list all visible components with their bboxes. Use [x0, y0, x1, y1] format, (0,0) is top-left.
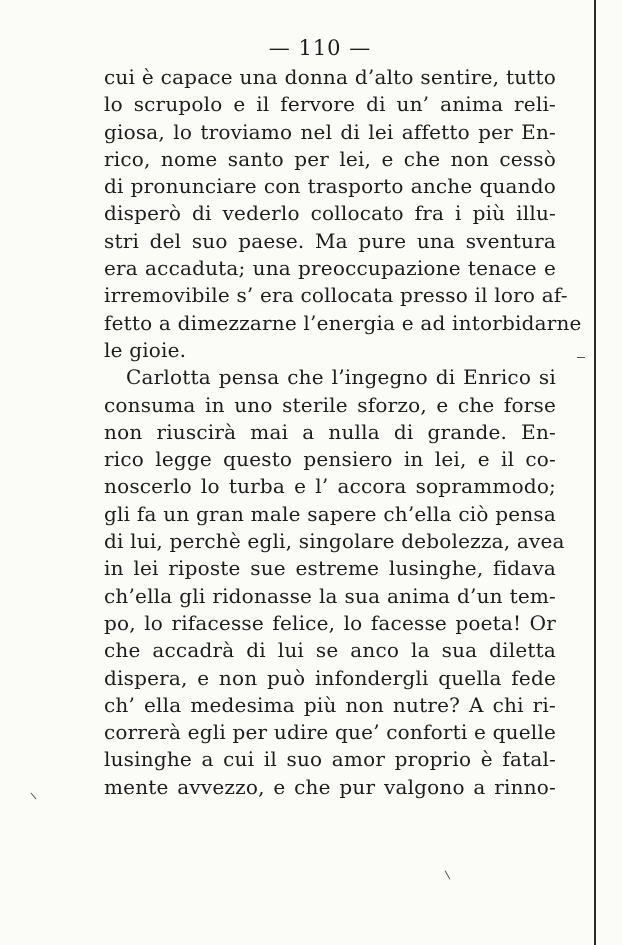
text-line: di pronunciare con trasporto anche quando: [104, 174, 556, 199]
text-line: ch’ ella medesima più non nutre? A chi ri-: [104, 692, 556, 717]
text-line: correrà egli per udire que’ conforti e quelle: [104, 720, 556, 745]
body-text: [104, 64, 582, 801]
text-line: non riuscirà mai a nulla di grande. En-: [104, 419, 556, 444]
text-line: stri del suo paese. Ma pure una sventura: [104, 228, 556, 253]
text-line: giosa, lo troviamo nel di lei affetto per En-: [104, 119, 556, 144]
text-line: Carlotta pensa che l’ingegno di Enrico si: [126, 365, 556, 390]
text-line: dispera, e non può infondergli quella fede: [104, 665, 556, 690]
text-line: rico, nome santo per lei, e che non cessò: [104, 146, 556, 171]
text-line: di lui, perchè egli, singolare debolezza, avea: [104, 529, 565, 554]
text-line: rico legge questo pensiero in lei, e il co-: [104, 447, 556, 472]
page-number: — 110 —: [268, 36, 372, 60]
text-line: noscerlo lo turba e l’ accora soprammodo;: [104, 474, 556, 499]
text-line: irremovibile s’ era collocata presso il loro af-: [104, 283, 568, 308]
margin-mark: [31, 793, 37, 800]
text-line: lo scrupolo e il fervore di un’ anima reli-: [104, 92, 556, 117]
text-line: gli fa un gran male sapere ch’ella ciò pensa: [104, 501, 556, 526]
text-line: po, lo rifacesse felice, lo facesse poeta! Or: [104, 610, 556, 635]
text-line: le gioie.: [104, 337, 187, 362]
text-line: mente avvezzo, e che pur valgono a rinno-: [104, 774, 556, 799]
text-line: che accadrà di lui se anco la sua diletta: [104, 638, 556, 663]
text-line: fetto a dimezzarne l’energia e ad intorbidarne: [104, 310, 582, 335]
paragraph-2: [104, 364, 565, 801]
text-line: lusinghe a cui il suo amor proprio è fatal-: [104, 747, 556, 772]
margin-mark: [577, 357, 585, 358]
text-line: in lei riposte sue estreme lusinghe, fidava: [104, 556, 556, 581]
page-edge-line: [594, 0, 596, 945]
text-line: era accaduta; una preoccupazione tenace e: [104, 256, 556, 281]
text-line: ch’ella gli ridonasse la sua anima d’un tem-: [104, 583, 556, 608]
margin-mark: [445, 870, 451, 879]
paragraph-1: [104, 64, 582, 364]
text-line: consuma in uno sterile sforzo, e che forse: [104, 392, 556, 417]
text-line: cui è capace una donna d’alto sentire, tutto: [104, 65, 556, 89]
text-line: disperò di vederlo collocato fra i più illu-: [104, 201, 556, 226]
